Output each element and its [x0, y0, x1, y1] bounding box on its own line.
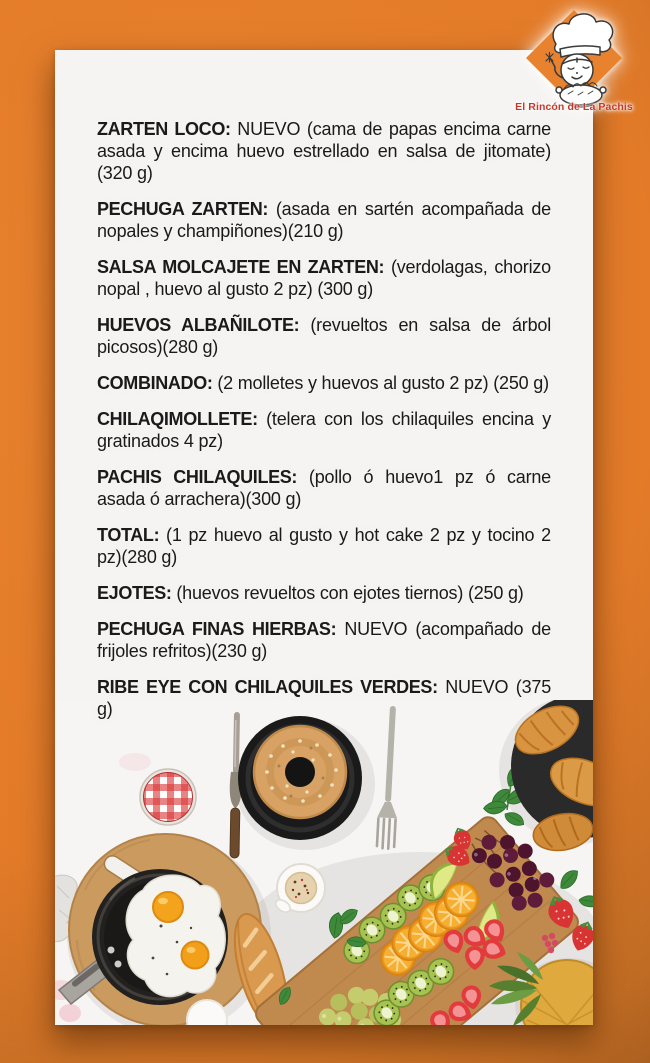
menu-item-name: CHILAQIMOLLETE:	[97, 409, 258, 429]
menu-item-name: TOTAL:	[97, 525, 160, 545]
menu-item-name: PECHUGA ZARTEN:	[97, 199, 269, 219]
menu-item-description: (1 pz huevo al gusto y hot cake 2 pz y tocino 2 pz)(280 g)	[97, 525, 551, 567]
menu-item-description: (asada en sartén acompañada de nopales y champiñones)(210 g)	[97, 199, 551, 241]
menu-item-description: (telera con los chilaquiles encina y gratinados 4 pz)	[97, 409, 551, 451]
menu-item-name: PECHUGA FINAS HIERBAS:	[97, 619, 337, 639]
menu-item-description: (verdolagas, chorizo nopal , huevo al gusto 2 pz) (300 g)	[97, 257, 551, 299]
menu-item-description: (revueltos en salsa de árbol picosos)(280 g)	[97, 315, 551, 357]
menu-item	[97, 676, 551, 720]
menu-item	[97, 618, 551, 662]
sesame-bagel-plate	[238, 716, 362, 840]
menu-item-name: COMBINADO:	[97, 373, 213, 393]
menu-item-description: NUEVO (375 g)	[97, 677, 552, 719]
menu-item-description: (huevos revueltos con ejotes tiernos) (250 g)	[176, 583, 524, 603]
menu-item-name: ZARTEN LOCO:	[97, 119, 231, 139]
menu-item	[97, 408, 551, 452]
menu-item	[97, 524, 551, 568]
gingham-jar-lid	[140, 769, 196, 825]
menu-item-description: NUEVO (cama de papas encima carne asada y encima huevo estrellado en salsa de jitomate) (320 g)	[97, 119, 551, 183]
menu-item	[97, 118, 551, 184]
menu-item	[97, 256, 551, 300]
logo-text: El Rincón de La Pachis	[515, 101, 633, 113]
menu-list	[97, 118, 551, 734]
menu-item-name: RIBE EYE CON CHILAQUILES VERDES:	[97, 677, 438, 697]
menu-item	[97, 582, 551, 604]
menu-item-description: NUEVO (acompañado de frijoles refritos)(230 g)	[97, 619, 551, 661]
breakfast-photo	[55, 700, 593, 1025]
menu-item-name: SALSA MOLCAJETE EN ZARTEN:	[97, 257, 385, 277]
menu-item-description: (2 molletes y huevos al gusto 2 pz) (250 g)	[217, 373, 549, 393]
menu-item-name: PACHIS CHILAQUILES:	[97, 467, 298, 487]
menu-item	[97, 372, 551, 394]
menu-item-name: EJOTES:	[97, 583, 172, 603]
menu-item	[97, 314, 551, 358]
menu-item	[97, 198, 551, 242]
menu-item-description: (pollo ó huevo1 pz ó carne asada ó arrachera)(300 g)	[97, 467, 551, 509]
menu-item	[97, 466, 551, 510]
menu-card	[55, 50, 593, 1025]
menu-item-name: HUEVOS ALBAÑILOTE:	[97, 315, 300, 335]
logo	[508, 2, 640, 122]
